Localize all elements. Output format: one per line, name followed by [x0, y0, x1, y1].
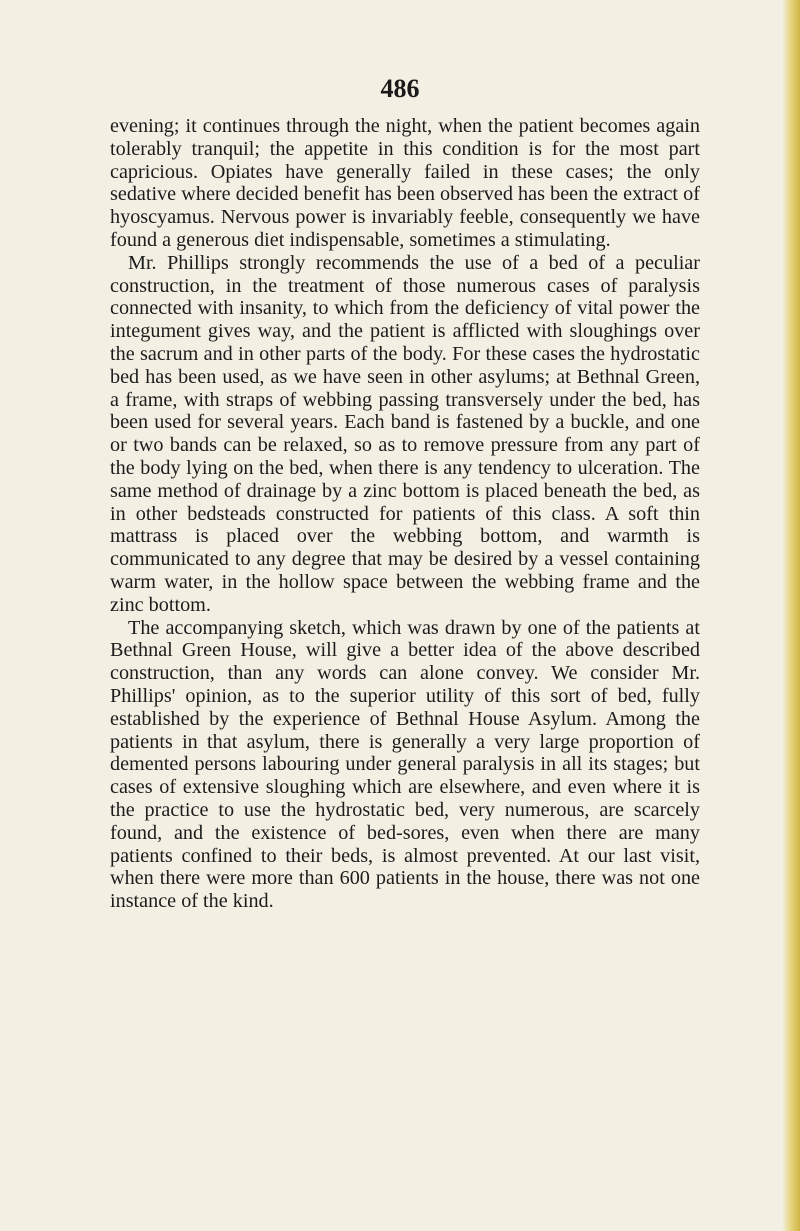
- body-text: [110, 115, 700, 913]
- paragraph-continued: evening; it continues through the night, when the patient becomes again tolerably tranquil; the appetite in this condition is for the most part capricious. Opiates have generally failed in these cases; the only sedative where decided benefit has been observed has been the extract of hyoscyamus. Nervous power is invariably feeble, consequently we have found a generous diet indispensable, sometimes a stimulating.: [110, 115, 700, 251]
- page-number: 486: [380, 74, 420, 103]
- paragraph-sketch: The accompanying sketch, which was drawn by one of the patients at Bethnal Green House, will give a better idea of the above described construction, than any words can alone convey. We consider Mr. Phillips' opinion, as to the superior utility of this sort of bed, fully established by the experience of Bethnal House Asylum. Among the patients in that asylum, there is generally a very large proportion of demented persons labouring under general paralysis in all its stages; but cases of extensive sloughing which are elsewhere, and even where it is the practice to use the hydrostatic bed, very numerous, are scarcely found, and the existence of bed-sores, even when there are many patients confined to their beds, is almost prevented. At our last visit, when there were more than 600 patients in the house, there was not one instance of the kind.: [110, 616, 700, 913]
- paragraph-phillips-bed: Mr. Phillips strongly recommends the use of a bed of a peculiar construction, in the treatment of those numerous cases of paralysis connected with insanity, to which from the deficiency of vital power the integument gives way, and the patient is afflicted with sloughings over the sacrum and in other parts of the body. For these cases the hydrostatic bed has been used, as we have seen in other asylums; at Bethnal Green, a frame, with straps of webbing passing transversely under the bed, has been used for several years. Each band is fastened by a buckle, and one or two bands can be relaxed, so as to remove pressure from any part of the body lying on the bed, when there is any tendency to ulceration. The same method of drainage by a zinc bottom is placed beneath the bed, as in other bedsteads constructed for patients of this class. A soft thin mattrass is placed over the webbing bottom, and warmth is communicated to any degree that may be desired by a vessel containing warm water, in the hollow space between the webbing frame and the zinc bottom.: [110, 251, 700, 616]
- page-edge-tint: [782, 0, 800, 1231]
